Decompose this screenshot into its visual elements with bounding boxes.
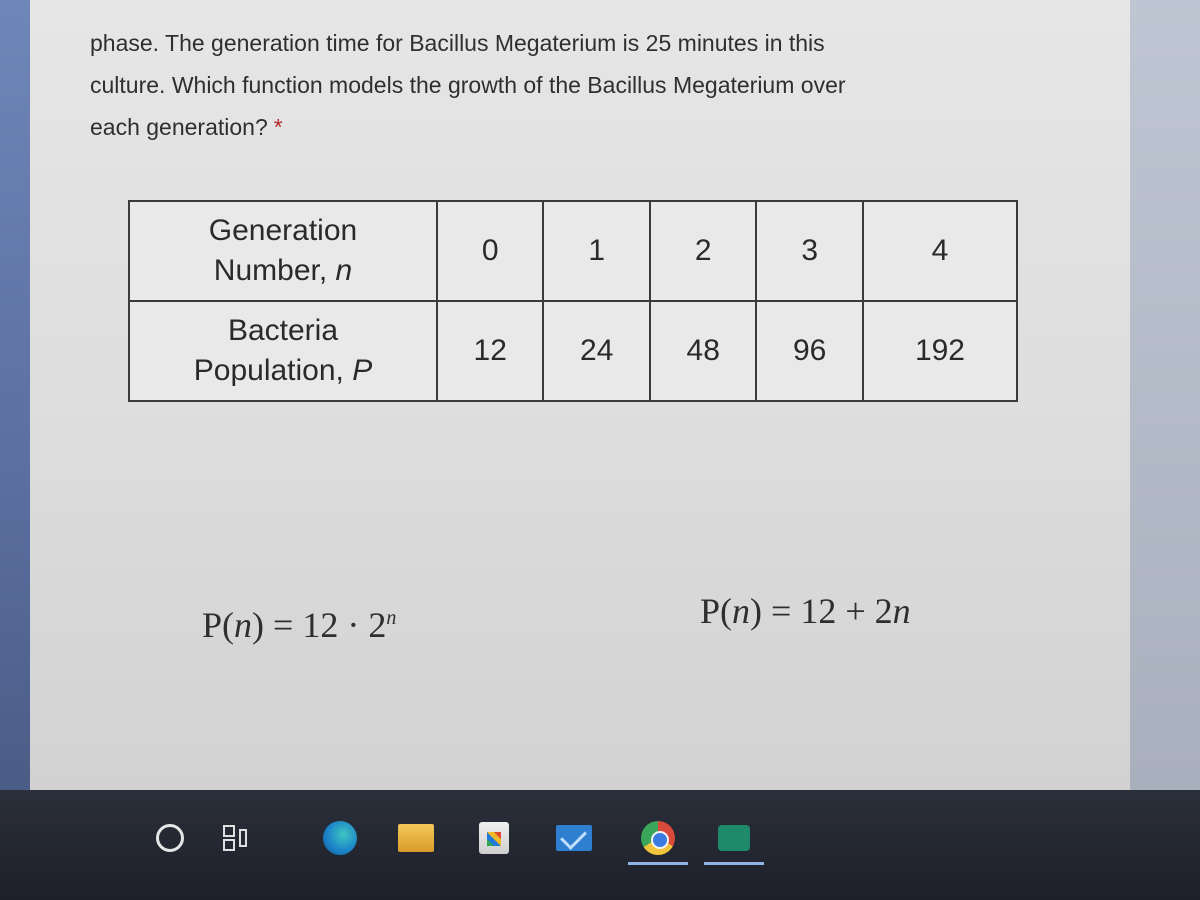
table-cell: 3 (756, 201, 862, 301)
question-line-1: phase. The generation time for Bacillus Megaterium is 25 minutes in this (90, 30, 825, 56)
row-header-population: Bacteria Population, P (129, 301, 437, 401)
table-cell: 0 (437, 201, 543, 301)
table-cell: 48 (650, 301, 756, 401)
cortana-icon[interactable] (152, 820, 188, 856)
meet-active-indicator (704, 862, 764, 865)
question-line-2: culture. Which function models the growth of the Bacillus Megaterium over (90, 72, 846, 98)
chrome-active-indicator (628, 862, 688, 865)
table-cell: 96 (756, 301, 862, 401)
desktop-right-edge (1130, 0, 1200, 790)
table-cell: 4 (863, 201, 1017, 301)
table-row-generation (129, 201, 1017, 301)
table-cell: 12 (437, 301, 543, 401)
desktop-left-edge (0, 0, 30, 790)
table-cell: 2 (650, 201, 756, 301)
answer-option-linear[interactable]: P(n) = 12 + 2n (700, 591, 911, 631)
generation-table (128, 200, 1018, 402)
table-row-population (129, 301, 1017, 401)
table-cell: 1 (543, 201, 649, 301)
file-explorer-icon[interactable] (398, 820, 434, 856)
edge-icon[interactable] (322, 820, 358, 856)
mail-icon[interactable] (556, 820, 592, 856)
question-text (90, 22, 990, 148)
required-marker: * (273, 114, 283, 140)
table-cell: 192 (863, 301, 1017, 401)
store-icon[interactable] (476, 820, 512, 856)
answer-option-exponential[interactable]: $P(n) = 12 \cdot 2^n$ (202, 605, 397, 645)
task-view-icon[interactable] (218, 820, 254, 856)
table-cell: 24 (543, 301, 649, 401)
question-line-3: each generation? * (90, 114, 283, 140)
row-header-generation: Generation Number, n (129, 201, 437, 301)
meet-icon[interactable] (716, 820, 752, 856)
chrome-icon[interactable] (640, 820, 676, 856)
